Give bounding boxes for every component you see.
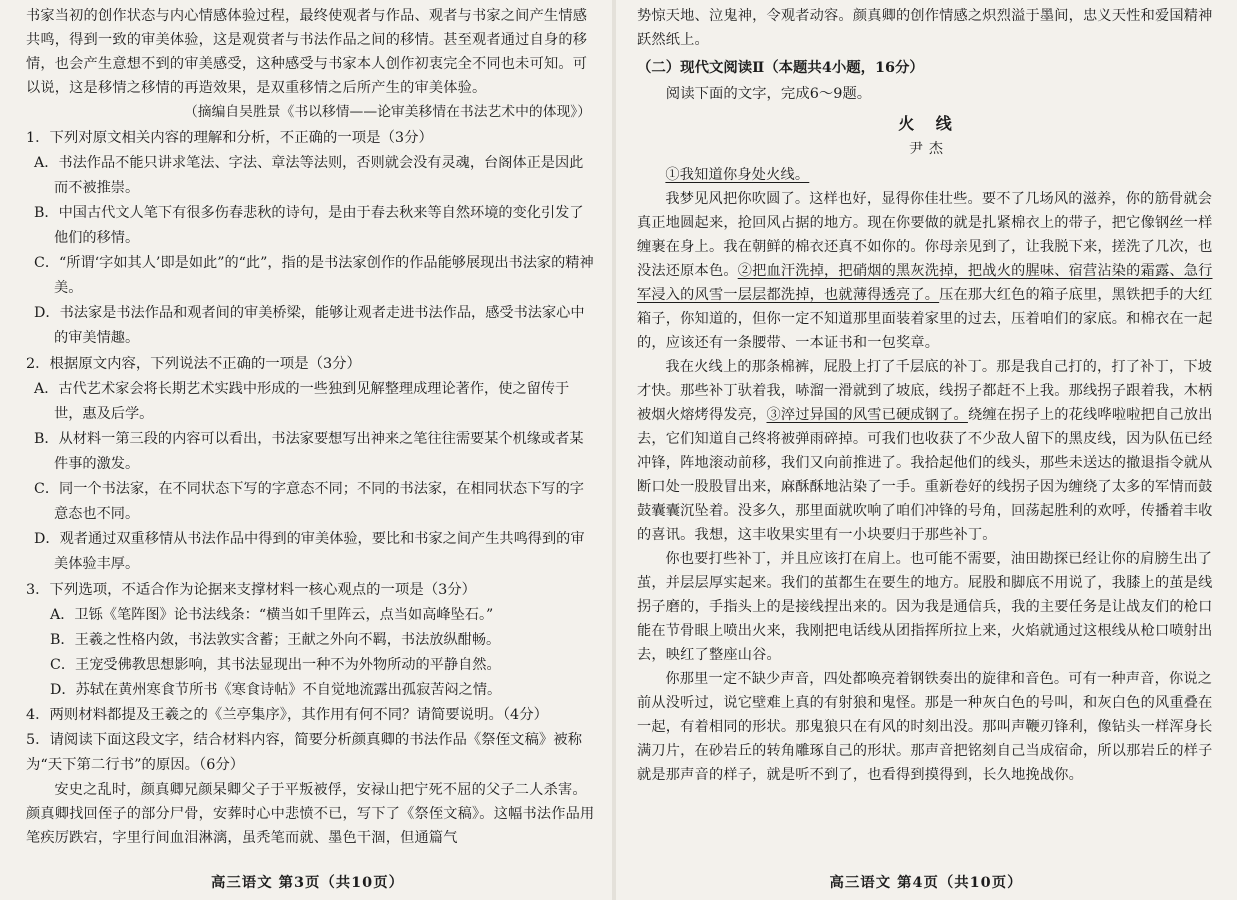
option-a: A．书法作品不能只讲求笔法、字法、章法等法则，否则就会没有灵魂，台阁体正是因此而不被推崇。 — [34, 155, 584, 196]
question-4: 4．两则材料都提及王羲之的《兰亭集序》，其作用有何不同？请简要说明。（4分） — [26, 707, 548, 723]
page-4 — [615, 0, 1237, 900]
underlined-sentence-1: ①我知道你身处火线。 — [665, 167, 810, 183]
article-paragraph-2 — [637, 187, 1221, 355]
page-3 — [0, 0, 615, 900]
question-stem: 3．下列选项，不适合作为论据来支撑材料一核心观点的一项是（3分） — [26, 582, 477, 598]
question-5-passage: 安史之乱时，颜真卿兄颜杲卿父子于平叛被俘，安禄山把宁死不屈的父子二人杀害。颜真卿找回侄子的部分尸骨，安葬时心中悲愤不已，写下了《祭侄文稿》。这幅书法作品用笔疾厉跌宕，字里行间血泪淋漓，虽秃笔而就、墨色干涸，但通篇气 — [26, 782, 595, 846]
article-paragraph-5: 你那里一定不缺少声音，四处都唤亮着钢铁奏出的旋律和音色。可有一种声音，你说之前从没听过，说它壁难上真的有射狼和鬼怪。那是一种灰白色的号叫，和灰白色的风重叠在一起，有着相同的形状。那鬼狼只在有风的时刻出没。那叫声鞭刃锋利，像钻头一样浑身长满刀片，在砂岩丘的转角雕琢自己的形状。那声音把铭刻自己当成宿命，所以那岩丘的样子就是那声音的样子，就是听不到了，也看得到摸得到，长久地挽战你。 — [637, 671, 1213, 783]
option-d: D．书法家是书法作品和观者间的审美桥梁，能够让观者走进书法作品，感受书法家心中的审美情趣。 — [34, 305, 585, 346]
option-b: B．中国古代文人笔下有很多伤春悲秋的诗句，是由于春去秋来等自然环境的变化引发了他们的移情。 — [34, 205, 584, 246]
option-c: C．同一个书法家，在不同状态下写的字意态不同；不同的书法家，在相同状态下写的字意态也不同。 — [34, 481, 584, 522]
option-a: A．古代艺术家会将长期艺术实践中形成的一些独到见解整理成理论著作，使之留传于世，惠及后学。 — [34, 381, 570, 422]
underlined-sentence-2: ②把血汗洗掉，把硝烟的黑灰洗掉，把战火的腥味、宿营沾染的霜露、急行军浸入的风雪一层层都洗掉，也就薄得透亮了。 — [637, 263, 1213, 303]
paragraph-text: 我梦见风把你吹圆了。这样也好，显得你佳壮些。要不了几场风的滋养，你的筋骨就会真正地圆起来，抢回风占据的地方。现在你要做的就是扎紧棉衣上的带子，把它像钢丝一样缠裹在身上。我在朝鲜的棉衣还真不如你的。你母亲见到了，让我脱下来，搓洗了几次，也没法还原本色。 — [637, 191, 1213, 279]
paragraph-text: 我在火线上的那条棉裤，屁股上打了千层底的补丁。那是我自己打的，打了补丁，下坡才快。那些补丁驮着我，哧溜一滑就到了坡底，线拐子都赶不上我。那线拐子跟着我，木柄被烟火熔烤得发亮， — [637, 359, 1213, 423]
paragraph-text: 压在那大红色的箱子底里，黑铁把手的大红箱子，你知道的，但你一定不知道那里面装着家里的过去，压着咱们的家底。和棉衣在一起的，应该还有一条腰带、一本证书和一包奖章。 — [637, 287, 1213, 351]
section-instruction: 阅读下面的文字，完成6～9题。 — [665, 86, 872, 102]
article-paragraph-4: 你也要打些补丁，并且应该打在肩上。也可能不需要，油田勘探已经让你的肩膀生出了茧，并层层厚实起来。我们的茧都生在要生的地方。屁股和脚底不用说了，我膝上的茧是线拐子磨的，手指头上的是接线捏出来的。因为我是通信兵，我的主要任务是让战友们的枪口能在节骨眼上喷出火来，我刚把电话线从团指挥所拉上来，火焰就通过这根线从枪口喷射出去，映红了整座山谷。 — [637, 551, 1213, 663]
option-b: B．从材料一第三段的内容可以看出，书法家要想写出神来之笔往往需要某个机缘或者某件事的激发。 — [34, 431, 584, 472]
section-heading: （二）现代文阅读Ⅱ（本题共4小题，16分） — [637, 59, 924, 76]
question-5: 5．请阅读下面这段文字，结合材料内容，简要分析颜真卿的书法作品《祭侄文稿》被称为“天下第二行书”的原因。（6分） — [26, 732, 583, 773]
option-a: A．卫铄《笔阵图》论书法线条：“横当如千里阵云，点当如高峰坠石。” — [50, 607, 494, 623]
question-2 — [26, 352, 597, 577]
question-5-passage-end: 势惊天地、泣鬼神，令观者动容。颜真卿的创作情感之炽烈溢于墨间，忠义天性和爱国精神跃然纸上。 — [637, 8, 1213, 48]
page-footer: 高三语文 第3页（共10页） — [211, 874, 404, 891]
article-title: 火 线 — [898, 114, 960, 133]
option-d: D．苏轼在黄州寒食节所书《寒食诗帖》不自觉地流露出孤寂苦闷之情。 — [50, 682, 502, 698]
article-paragraph-3 — [637, 355, 1221, 547]
question-stem: 1．下列对原文相关内容的理解和分析，不正确的一项是（3分） — [26, 130, 433, 146]
option-d: D．观者通过双重移情从书法作品中得到的审美体验，要比和书家之间产生共鸣得到的审美体验丰厚。 — [34, 531, 585, 572]
question-stem: 2．根据原文内容，下列说法不正确的一项是（3分） — [26, 356, 361, 372]
option-b: B．王羲之性格内敛，书法敦实含蓄；王献之外向不羁，书法放纵酣畅。 — [50, 632, 501, 648]
question-3 — [26, 578, 597, 703]
option-c: C．“所谓‘字如其人’即是如此”的“此”，指的是书法家创作的作品能够展现出书法家的精神美。 — [34, 255, 594, 296]
paragraph-text: 绕缠在拐子上的花线哗啦啦把自己放出去，它们知道自己终将被弹雨碎掉。可我们也收获了不少敌人留下的黑皮线，因为队伍已经冲锋，阵地滚动前移，我们又向前推进了。我拾起他们的线头，那些未送达的撤退指令就从断口处一股股冒出来，麻酥酥地沾染了一手。重新卷好的线拐子因为缠绕了太多的军情而鼓鼓囊囊沉坠着。没多久，那里面就吹响了咱们冲锋的号角，回荡起胜利的欢呼，传播着丰收的喜讯。我想，这丰收果实里有一小块要归于那些补丁。 — [637, 407, 1213, 543]
article-paragraph-1 — [637, 163, 1221, 187]
question-1 — [26, 126, 597, 351]
article-author: 尹杰 — [909, 141, 949, 157]
underlined-sentence-3: ③淬过异国的风雪已硬成钢了。 — [766, 407, 968, 423]
source-citation: （摘编自吴胜景《书以移情——论审美移情在书法艺术中的体现》） — [183, 104, 591, 120]
option-c: C．王宠受佛教思想影响，其书法显现出一种不为外物所动的平静自然。 — [50, 657, 501, 673]
material-passage-end: 书家当初的创作状态与内心情感体验过程，最终使观者与作品、观者与书家之间产生情感共鸣，得到一致的审美体验，这是观赏者与书法作品之间的移情。甚至观者通过自身的移情，也会产生意想不到的审美感受，这种感受与书家本人创作初衷完全不同也未可知。可以说，这是移情之移情的再造效果，是双重移情之后所产生的审美体验。 — [26, 8, 588, 96]
page-footer: 高三语文 第4页（共10页） — [829, 874, 1023, 891]
